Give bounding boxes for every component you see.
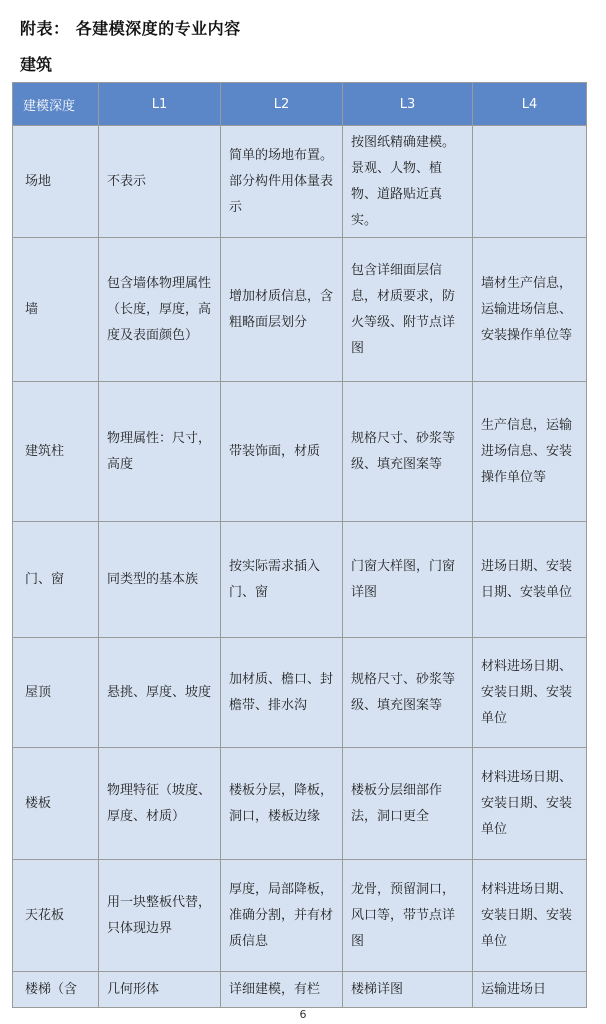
column-header: L4 — [473, 83, 587, 126]
table-cell: 加材质、檐口、封檐带、排水沟 — [221, 638, 343, 748]
row-label: 楼板 — [13, 748, 99, 860]
table-cell: 生产信息，运输进场信息、安装操作单位等 — [473, 382, 587, 522]
table-row — [13, 638, 587, 748]
modeling-depth-table — [12, 82, 587, 1008]
table-cell: 简单的场地布置。部分构件用体量表示 — [221, 126, 343, 238]
table-cell: 材料进场日期、安装日期、安装单位 — [473, 860, 587, 972]
table-cell: 用一块整板代替，只体现边界 — [99, 860, 221, 972]
row-label: 天花板 — [13, 860, 99, 972]
table-row — [13, 748, 587, 860]
table-cell: 进场日期、安装日期、安装单位 — [473, 522, 587, 638]
table-row — [13, 860, 587, 972]
table-cell: 按图纸精确建模。景观、人物、植物、道路贴近真实。 — [343, 126, 473, 238]
table-cell: 规格尺寸、砂浆等级、填充图案等 — [343, 638, 473, 748]
table-cell: 悬挑、厚度、坡度 — [99, 638, 221, 748]
table-cell: 同类型的基本族 — [99, 522, 221, 638]
table-cell: 规格尺寸、砂浆等级、填充图案等 — [343, 382, 473, 522]
row-label: 门、窗 — [13, 522, 99, 638]
table-cell — [473, 126, 587, 238]
table-cell: 按实际需求插入门、窗 — [221, 522, 343, 638]
table-cell: 材料进场日期、安装日期、安装单位 — [473, 748, 587, 860]
column-header: L2 — [221, 83, 343, 126]
table-row — [13, 972, 587, 1008]
table-cell: 物理属性：尺寸，高度 — [99, 382, 221, 522]
table-cell: 增加材质信息，含粗略面层划分 — [221, 238, 343, 382]
table-cell: 厚度，局部降板，准确分割，并有材质信息 — [221, 860, 343, 972]
table-cell: 物理特征（坡度、厚度、材质） — [99, 748, 221, 860]
table-cell: 楼板分层，降板，洞口，楼板边缘 — [221, 748, 343, 860]
table-row — [13, 382, 587, 522]
table-cell: 楼梯详图 — [343, 972, 473, 1008]
table-cell: 门窗大样图，门窗详图 — [343, 522, 473, 638]
row-label: 场地 — [13, 126, 99, 238]
row-label: 建筑柱 — [13, 382, 99, 522]
table-row — [13, 238, 587, 382]
table-header-row — [13, 83, 587, 126]
table-cell: 包含墙体物理属性（长度，厚度，高度及表面颜色） — [99, 238, 221, 382]
table-cell: 龙骨，预留洞口，风口等，带节点详图 — [343, 860, 473, 972]
table-cell: 不表示 — [99, 126, 221, 238]
column-header: L3 — [343, 83, 473, 126]
table-cell: 包含详细面层信息，材质要求，防火等级、附节点详图 — [343, 238, 473, 382]
table-cell: 运输进场日 — [473, 972, 587, 1008]
row-label: 楼梯（含 — [13, 972, 99, 1008]
row-label: 屋顶 — [13, 638, 99, 748]
row-label: 墙 — [13, 238, 99, 382]
column-header: 建模深度 — [13, 83, 99, 126]
table-cell: 带装饰面，材质 — [221, 382, 343, 522]
column-header: L1 — [99, 83, 221, 126]
table-cell: 材料进场日期、安装日期、安装单位 — [473, 638, 587, 748]
section-heading: 建筑 — [20, 55, 53, 74]
page-number: 6 — [299, 1008, 307, 1021]
table-row — [13, 126, 587, 238]
table-cell: 详细建模，有栏 — [221, 972, 343, 1008]
document-title: 附表： 各建模深度的专业内容 — [20, 19, 241, 38]
table-cell: 墙材生产信息，运输进场信息、安装操作单位等 — [473, 238, 587, 382]
table-row — [13, 522, 587, 638]
table-cell: 几何形体 — [99, 972, 221, 1008]
table-cell: 楼板分层细部作法，洞口更全 — [343, 748, 473, 860]
